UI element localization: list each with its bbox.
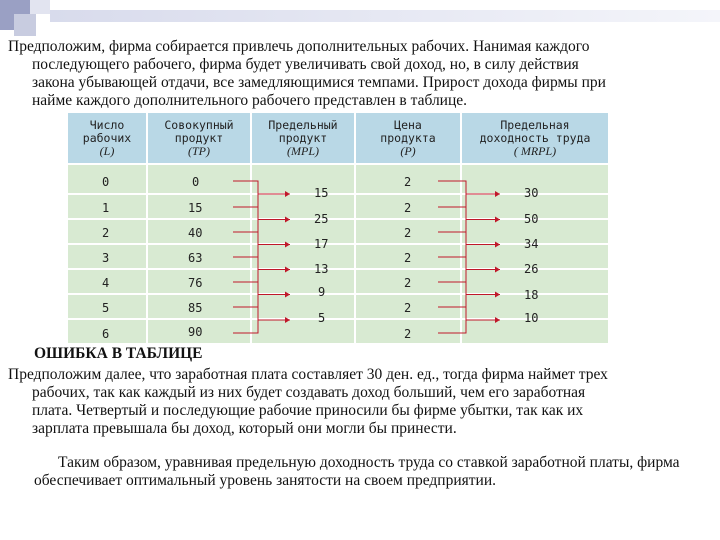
cell-price: 2	[404, 301, 412, 315]
cell-workers: 3	[102, 251, 110, 265]
cell-workers: 5	[102, 301, 110, 315]
mp-bracket-arrow-head	[285, 191, 290, 197]
header-text: продукт	[174, 130, 224, 145]
header-symbol: (TP)	[188, 143, 210, 158]
cell-marginal-product: 9	[318, 285, 326, 299]
mrp-bracket-arrow-head	[495, 292, 500, 298]
header-symbol: (L)	[99, 143, 115, 158]
cell-total-product: 0	[192, 175, 200, 189]
intro-paragraph	[8, 38, 714, 110]
wage-line: Предположим далее, что заработная плата составляет 30 ден. ед., тогда фирма наймет трех	[8, 366, 608, 383]
header-text: рабочих	[82, 130, 132, 145]
cell-total-product: 15	[188, 201, 203, 215]
cell-workers: 4	[102, 276, 110, 290]
wage-line: зарплата превышала бы доход, который они могли бы принести.	[32, 420, 457, 437]
mp-bracket-arrow	[233, 181, 290, 207]
mp-bracket-arrow	[233, 282, 290, 307]
cell-total-product: 76	[188, 276, 203, 290]
cell-mrp: 18	[524, 288, 539, 302]
mp-bracket-arrow-head	[285, 217, 290, 223]
header-text: Цена	[394, 117, 422, 132]
cell-marginal-product: 15	[314, 186, 329, 200]
mrp-bracket-arrow-head	[495, 242, 500, 248]
header-text: продукта	[380, 130, 436, 145]
mp-bracket-arrow-head	[285, 267, 290, 273]
header-text: Предельная	[500, 117, 570, 132]
header-text: доходность труда	[479, 130, 591, 145]
header-text: Предельный	[268, 117, 338, 132]
mrp-bracket-arrow	[438, 207, 500, 232]
intro-line: последующего рабочего, фирма будет увеличивать свой доход, но, в силу действия	[32, 56, 579, 73]
header-symbol: (P)	[400, 143, 416, 158]
conclusion-paragraph: Таким образом, уравнивая предельную доходность труда со ставкой заработной платы, фирма обеспечивает оптимальный уровень занятости на своем предприятии.	[34, 454, 680, 489]
cell-marginal-product: 25	[314, 212, 329, 226]
wage-line: рабочих, так как каждый из них будет создавать доход больший, чем его заработная	[32, 384, 586, 401]
mrp-bracket-arrow	[438, 257, 500, 282]
mp-bracket-arrow	[233, 232, 290, 257]
mrp-bracket-arrow-head	[495, 317, 500, 323]
cell-mrp: 50	[524, 212, 539, 226]
cell-workers: 0	[102, 175, 110, 189]
mrp-bracket-arrow-head	[495, 191, 500, 197]
cell-total-product: 63	[188, 251, 203, 265]
mrp-bracket-arrow	[438, 282, 500, 307]
cell-workers: 6	[102, 327, 110, 341]
cell-price: 2	[404, 327, 412, 341]
labor-productivity-table	[68, 113, 610, 343]
cell-price: 2	[404, 226, 412, 240]
error-label: ОШИБКА В ТАБЛИЦЕ	[34, 345, 203, 362]
cell-mrp: 34	[524, 237, 539, 251]
header-symbol: (MPL)	[287, 143, 319, 158]
header-text: Совокупный	[164, 117, 234, 132]
mp-bracket-arrow	[233, 257, 290, 282]
header-text: продукт	[278, 130, 328, 145]
cell-price: 2	[404, 175, 412, 189]
intro-line: Предположим, фирма собирается привлечь дополнительных рабочих. Нанимая каждого	[8, 38, 590, 55]
mp-bracket-arrow-head	[285, 242, 290, 248]
cell-price: 2	[404, 251, 412, 265]
header-symbol: ( MRPL)	[513, 143, 557, 158]
mrp-bracket-arrow-head	[495, 217, 500, 223]
cell-mrp: 30	[524, 186, 539, 200]
mp-bracket-arrow	[233, 307, 290, 333]
mrp-bracket-arrow	[438, 181, 500, 207]
cell-marginal-product: 17	[314, 237, 329, 251]
mrp-bracket-arrow	[438, 307, 500, 333]
cell-total-product: 90	[188, 325, 203, 339]
intro-line: закона убывающей отдачи, все замедляющимися темпами. Прирост дохода фирмы при	[32, 74, 606, 91]
mrp-bracket-arrow-head	[495, 267, 500, 273]
wage-paragraph	[8, 366, 714, 438]
mp-bracket-arrow-head	[285, 317, 290, 323]
cell-total-product: 40	[188, 226, 203, 240]
cell-workers: 1	[102, 201, 110, 215]
cell-marginal-product: 13	[314, 262, 329, 276]
mrp-bracket-arrow	[438, 232, 500, 257]
bracket-arrows	[68, 113, 610, 343]
cell-mrp: 26	[524, 262, 539, 276]
intro-line: найме каждого дополнительного рабочего представлен в таблице.	[32, 92, 468, 109]
cell-total-product: 85	[188, 301, 203, 315]
mp-bracket-arrow	[233, 207, 290, 232]
cell-mrp: 10	[524, 311, 539, 325]
header-text: Число	[89, 117, 125, 132]
decorative-header-squares	[0, 0, 720, 36]
cell-marginal-product: 5	[318, 311, 326, 325]
cell-price: 2	[404, 201, 412, 215]
wage-line: плата. Четвертый и последующие рабочие приносили бы фирме убытки, так как их	[32, 402, 584, 419]
mp-bracket-arrow-head	[285, 292, 290, 298]
cell-price: 2	[404, 276, 412, 290]
cell-workers: 2	[102, 226, 110, 240]
